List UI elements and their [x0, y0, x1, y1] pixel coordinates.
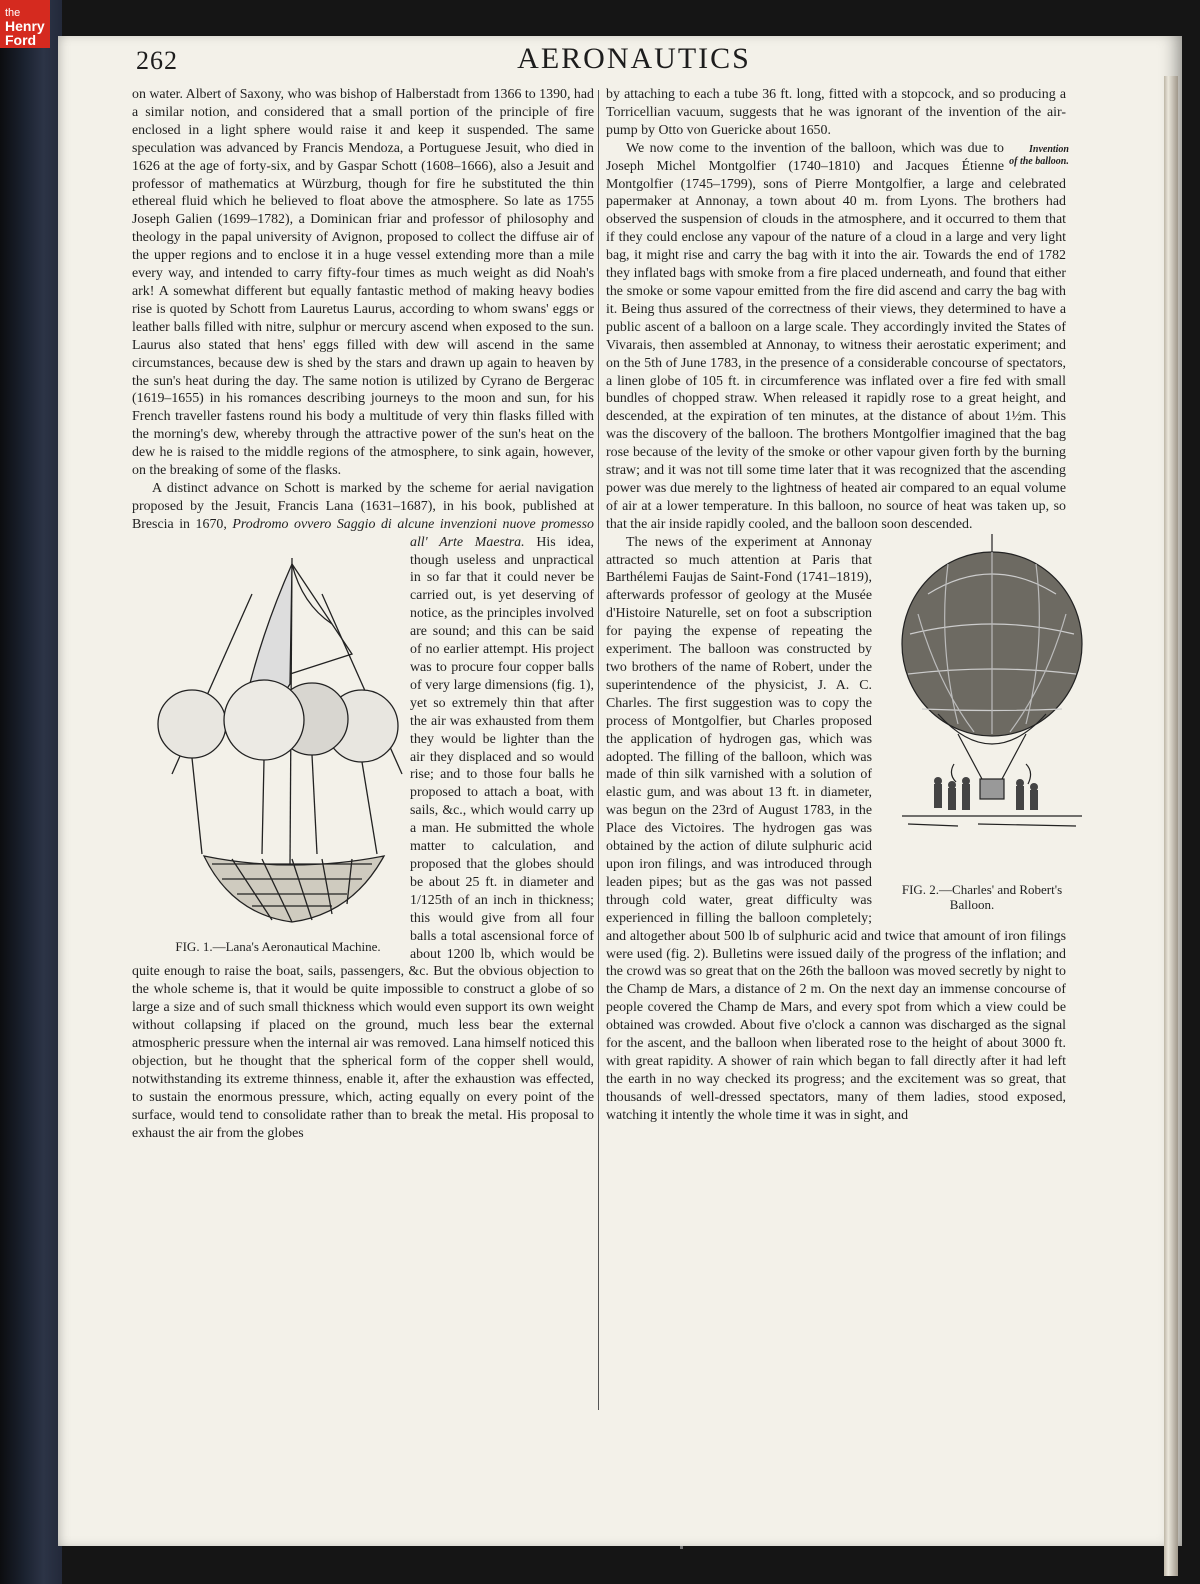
logo-text-henry: Henry	[5, 18, 45, 34]
lana-intro-text: A distinct advance on Schott is marked by the scheme for aerial navigation proposed by the Jesuit, Francis Lana (1631–1687), in his book, published at Brescia in 1670,	[132, 480, 594, 532]
right-column	[606, 86, 1069, 1125]
henry-ford-logo	[0, 0, 50, 48]
lana-airship-illustration	[152, 534, 424, 934]
lana-project-text: His idea, though useless and unpractical in so far that it could never be carried out, is yet deserving of notice, as the principles involved are sound; and this can be said of no earlier attempt. His project was to procure four copper balls of very large dimensions (fig. 1), yet so extremely thin that after the air was exhausted from them they would be lighter than the air they displaced and so would rise; and to those four balls he proposed to attach a boat, with sails, &c., which would carry up a man. He submitted the whole matter to calculation, and proposed that the globes should be about 25 ft. in diameter and 1/125th of an inch in thickness; this would give from all four balls a total ascensional force of about 1200 lb, which would be quite enough to raise the boat, sails, passengers, &c. But the obvious objection to the whole scheme is, that it would be quite impossible to construct a globe of so large a size and of such small thickness which would even support its own weight without collapsing if placed on the ground, much less bear the external atmospheric pressure when the internal air was removed. Lana himself noticed this objection, but he thought that the spherical form of the copper shell would, notwithstanding its extreme thinness, enable it, after the exhaustion was effected, to sustain the enormous pressure, which, acting equally on every point of the surface, would tend to consolidate rather than to break the metal. His proposal to exhaust the air from the globes	[132, 534, 594, 1141]
left-paragraph-2	[132, 480, 594, 1143]
column-divider	[598, 90, 599, 1410]
figure-2	[878, 534, 1066, 918]
figure-1-caption: FIG. 1.—Lana's Aeronautical Machine.	[175, 938, 381, 954]
balloon-invention-text: We now come to the invention of the balloon, which was due to Joseph Michel Montgolfier (1740–1810) and Jacques Étienne Montgolfier (1745–1799), sons of Pierre Montgolfier, a large and celebrated papermaker at Annonay, a town about 40 m. from Lyons. The brothers had observed the suspension of clouds in the atmosphere, and it occurred to them that if they could enclose any vapour of the nature of a cloud in a large and very light bag, it might rise and carry the bag with it into the air. Towards the end of 1782 they inflated bags with smoke from a fire placed underneath, and found that either the smoke or some vapour emitted from the fire did ascend and carry the bag with it. Being thus assured of the correctness of their views, they determined to have a public ascent of a balloon on a large scale. They accordingly invited the States of Vivarais, then assembled at Annonay, to witness their aerostatic experiment; and on the 5th of June 1783, in the presence of a considerable concourse of spectators, a linen globe of 105 ft. in circumference was inflated over a fire fed with small bundles of chopped straw. When released it rapidly rose to a great height, and descended, at the expiration of ten minutes, at the distance of about 1½m. This was the discovery of the balloon. The brothers Montgolfier imagined that the bag rose because of the levity of the smoke or other vapour given forth by the burning straw; and it was not till some time later that it was recognized that the ascending power was due merely to the lightness of heated air compared to an equal volume of air at a lower temperature. In this balloon, no source of heat was taken up, so that the air inside rapidly cooled, and the balloon soon descended.	[606, 140, 1066, 532]
left-column	[132, 86, 594, 1142]
figure-1	[132, 534, 404, 956]
right-paragraph-2	[606, 140, 1069, 534]
page-title: AERONAUTICS	[517, 42, 751, 75]
figure-2-caption: FIG. 2.—Charles' and Robert's Balloon.	[901, 881, 1063, 912]
left-paragraph-1: on water. Albert of Saxony, who was bishop of Halberstadt from 1366 to 1390, had a similar notion, and considered that a small portion of the principle of fire enclosed in a light sphere would raise it and keep it suspended. The same speculation was advanced by Francis Mendoza, a Portuguese Jesuit, who died in 1626 at the age of forty-six, and by Gaspar Schott (1608–1666), also a Jesuit and professor of mathematics at Würzburg, though for fire he substituted the thin ethereal fluid which he believed to float above the atmosphere. So late as 1755 Joseph Galien (1699–1782), a Dominican friar and professor of philosophy and theology in the papal university of Avignon, proposed to collect the diffuse air of the upper regions and to enclose it in a huge vessel extending more than a mile every way, and intended to carry fifty-four times as much weight as did Noah's ark! A somewhat different but equally fantastic method of making heavy bodies rise is quoted by Schott from Lauretus Laurus, according to whom swans' eggs or leather balls filled with nitre, sulphur or mercury ascend when exposed to the sun. Laurus also stated that hens' eggs filled with dew will ascend in the same circumstances, because dew is shed by the stars and drawn up again to heaven by the sun's heat during the day. The same notion is utilized by Cyrano de Bergerac (1619–1655) in his romances describing journeys to the moon and sun, for his French traveller fastens round his body a multitude of very thin flasks filled with the morning's dew, whereby through the attractive power of the sun's heat on the dew he is raised to the middle regions of the atmosphere, to sink again, however, on the breaking of some of the flasks.	[132, 87, 594, 479]
margin-note: Invention of the balloon.	[1009, 143, 1069, 167]
book-title-italic: Prodromo ovvero Saggio di alcune invenzioni nuove promesso all' Arte Maestra.	[232, 516, 594, 550]
right-paragraph-1: by attaching to each a tube 36 ft. long, fitted with a stopcock, and so producing a Torricellian vacuum, suggests that he was ignorant of the invention of the air-pump by Otto von Guericke about 1650.	[606, 87, 1066, 138]
page-mark	[680, 1546, 683, 1549]
page-edges	[1164, 76, 1178, 1576]
page-header	[136, 42, 1132, 82]
charles-balloon-text: The news of the experiment at Annonay attracted so much attention at Paris that Barthélemi Faujas de Saint-Fond (1741–1819), afterwards professor of geology at the Musée d'Histoire Naturelle, set on foot a subscription for paying the expense of repeating the experiment. The balloon was constructed by two brothers of the name of Robert, under the superintendence of the physicist, J. A. C. Charles. The first suggestion was to copy the process of Montgolfier, but Charles proposed the application of hydrogen gas, which was adopted. The filling of the balloon, which was made of thin silk varnished with a solution of elastic gum, and was about 13 ft. in diameter, was begun on the 23rd of August 1783, in the Place des Victoires. The hydrogen gas was obtained by the action of dilute sulphuric acid upon iron filings, and was introduced through leaden pipes; but as the gas was not passed through cold water, great difficulty was experienced in filling the balloon completely; and altogether about 500 lb of sulphuric acid and twice that amount of iron filings were used (fig. 2). Bulletins were issued daily of the progress of the inflation; and the crowd was so great that on the 26th the balloon was moved secretly by night to the Champ de Mars, a distance of 2 m. On the next day an immense concourse of people covered the Champ de Mars, and every spot from which a view could be obtained was crowded. About five o'clock a cannon was discharged as the signal for the ascent, and the balloon when liberated rose to the height of about 3000 ft. with great rapidity. A shower of rain which began to fall directly after it had left the earth in no way checked its progress; and the excitement was so great, that thousands of well-dressed spectators, many of them ladies, stood exposed, watching it intently the whole time it was in sight, and	[606, 534, 1066, 1123]
book-binding	[0, 0, 62, 1584]
charles-balloon-illustration	[898, 534, 1086, 874]
logo-text-the: the	[5, 7, 21, 19]
page-number: 262	[136, 46, 178, 75]
right-paragraph-3	[606, 534, 1066, 1125]
logo-text-ford: Ford	[5, 32, 37, 48]
